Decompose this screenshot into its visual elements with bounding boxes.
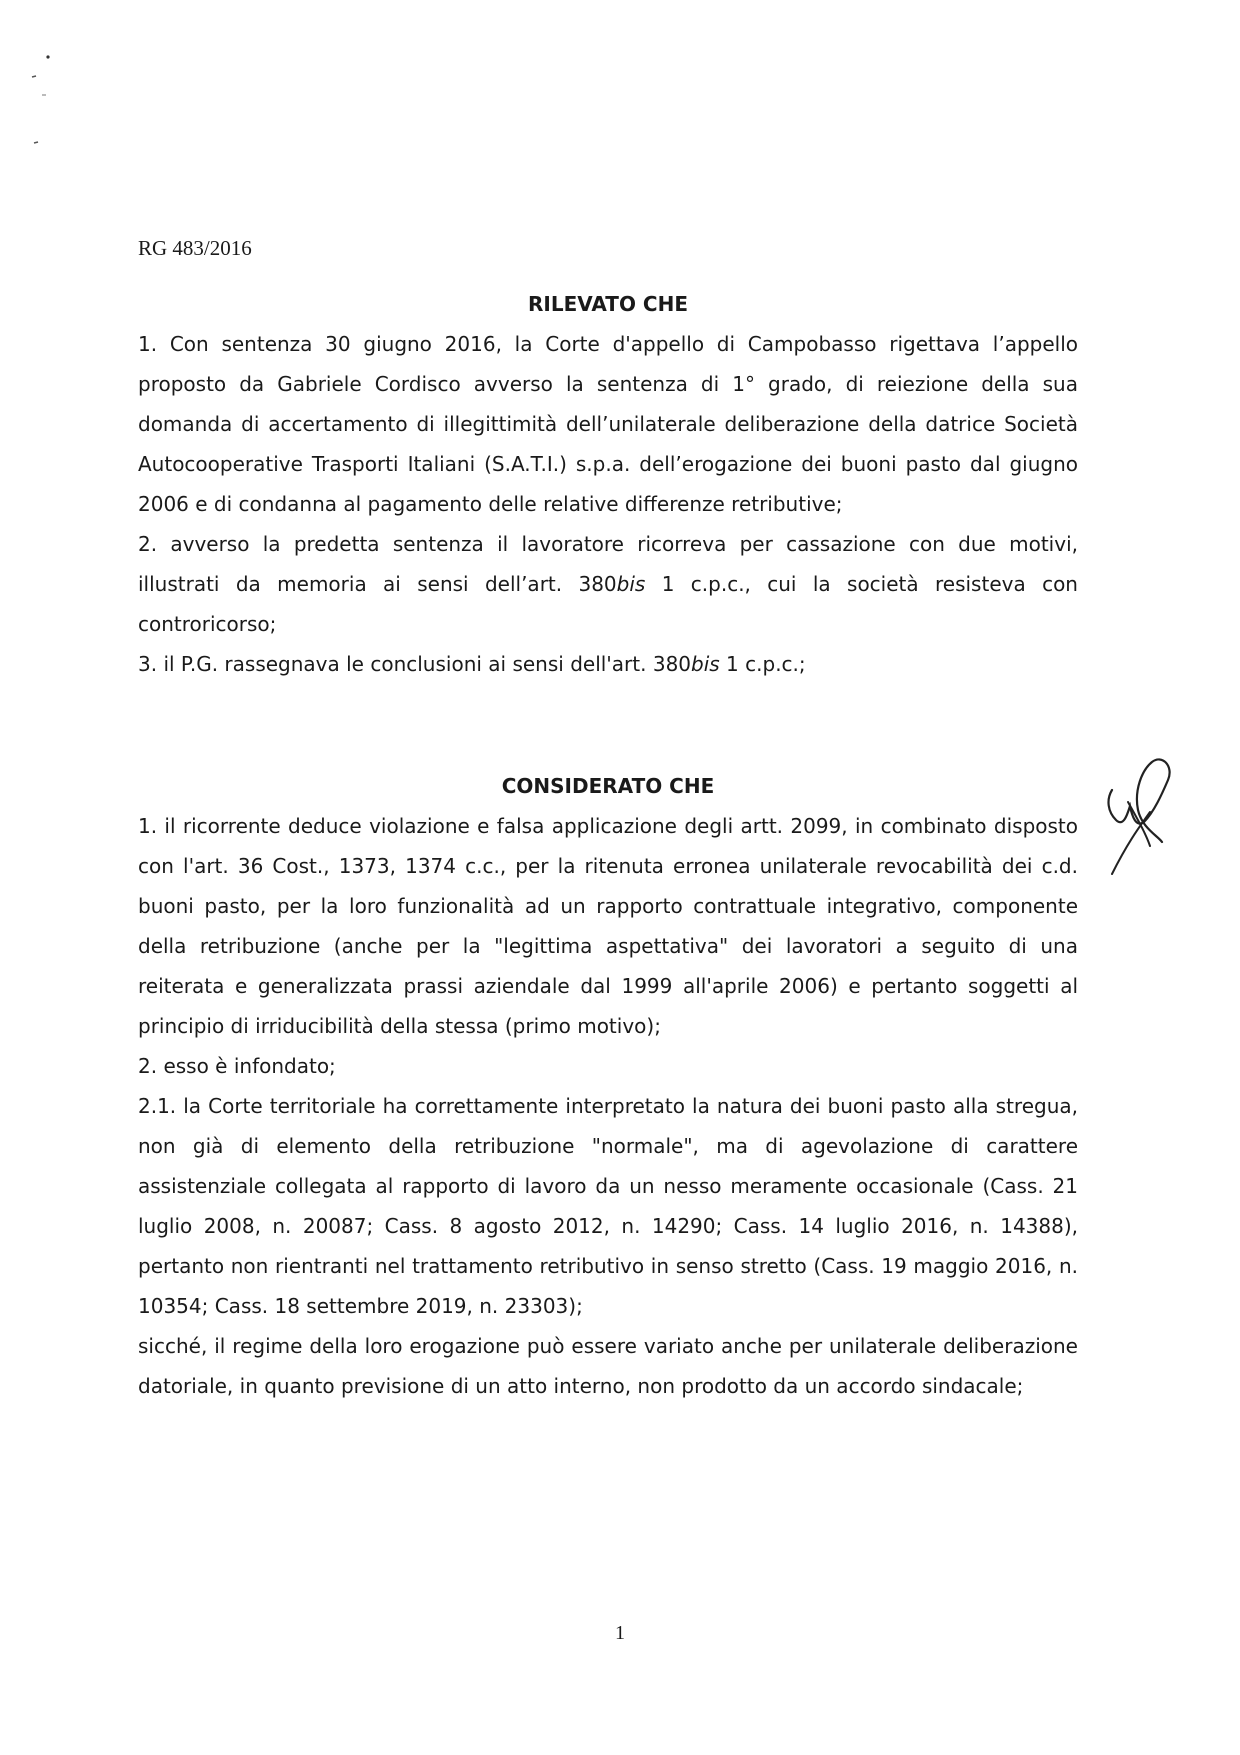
paragraph: sicché, il regime della loro erogazione può essere variato anche per unilaterale deliberazione datoriale, in quanto previsione di un atto interno, non prodotto da un accordo sindacale; — [138, 1334, 1078, 1398]
section-heading: RILEVATO CHE — [528, 292, 688, 316]
section-heading: CONSIDERATO CHE — [501, 774, 715, 798]
paragraph: 2. esso è infondato; — [138, 1054, 336, 1078]
paragraph: 1. Con sentenza 30 giugno 2016, la Corte d'appello di Campobasso rigettava l’appello proposto da Gabriele Cordisco avverso la sentenza di 1° grado, di reiezione della sua domanda di accertamento di illegittimità dell’unilaterale deliberazione della datrice Società Autocooperative Trasporti Italiani (S.A.T.I.) s.p.a. dell’erogazione dei buoni pasto dal giugno 2006 e di condanna al pagamento delle relative differenze retributive; — [138, 332, 1078, 516]
case-number: RG 483/2016 — [138, 236, 252, 260]
paragraph: 1. il ricorrente deduce violazione e falsa applicazione degli artt. 2099, in combinato disposto con l'art. 36 Cost., 1373, 1374 c.c., per la ritenuta erronea unilaterale revocabilità dei c.d. buoni pasto, per la loro funzionalità ad un rapporto contrattuale integrativo, componente della retribuzione (anche per la "legittima aspettativa" dei lavoratori a seguito di una reiterata e generalizzata prassi aziendale dal 1999 all'aprile 2006) e pertanto soggetti al principio di irriducibilità della stessa (primo motivo); — [138, 814, 1078, 1038]
paragraph: 2. avverso la predetta sentenza il lavoratore ricorreva per cassazione con due motivi, illustrati da memoria ai sensi dell’art. 380bis 1 c.p.c., cui la società resisteva con controricorso; — [138, 532, 1078, 636]
paragraph: 2.1. la Corte territoriale ha correttamente interpretato la natura dei buoni pasto alla stregua, non già di elemento della retribuzione "normale", ma di agevolazione di carattere assistenziale collegata al rapporto di lavoro da un nesso meramente occasionale (Cass. 21 luglio 2008, n. 20087; Cass. 8 agosto 2012, n. 14290; Cass. 14 luglio 2016, n. 14388), pertanto non rientranti nel trattamento retributivo in senso stretto (Cass. 19 maggio 2016, n. 10354; Cass. 18 settembre 2019, n. 23303); — [138, 1094, 1078, 1318]
paragraph: 3. il P.G. rassegnava le conclusioni ai sensi dell'art. 380bis 1 c.p.c.; — [138, 652, 806, 676]
section-considerato — [138, 766, 1078, 1406]
scan-marks — [30, 55, 60, 165]
handwritten-initials — [1098, 750, 1178, 900]
section-rilevato — [138, 284, 1078, 684]
page-number: 1 — [615, 1622, 625, 1644]
